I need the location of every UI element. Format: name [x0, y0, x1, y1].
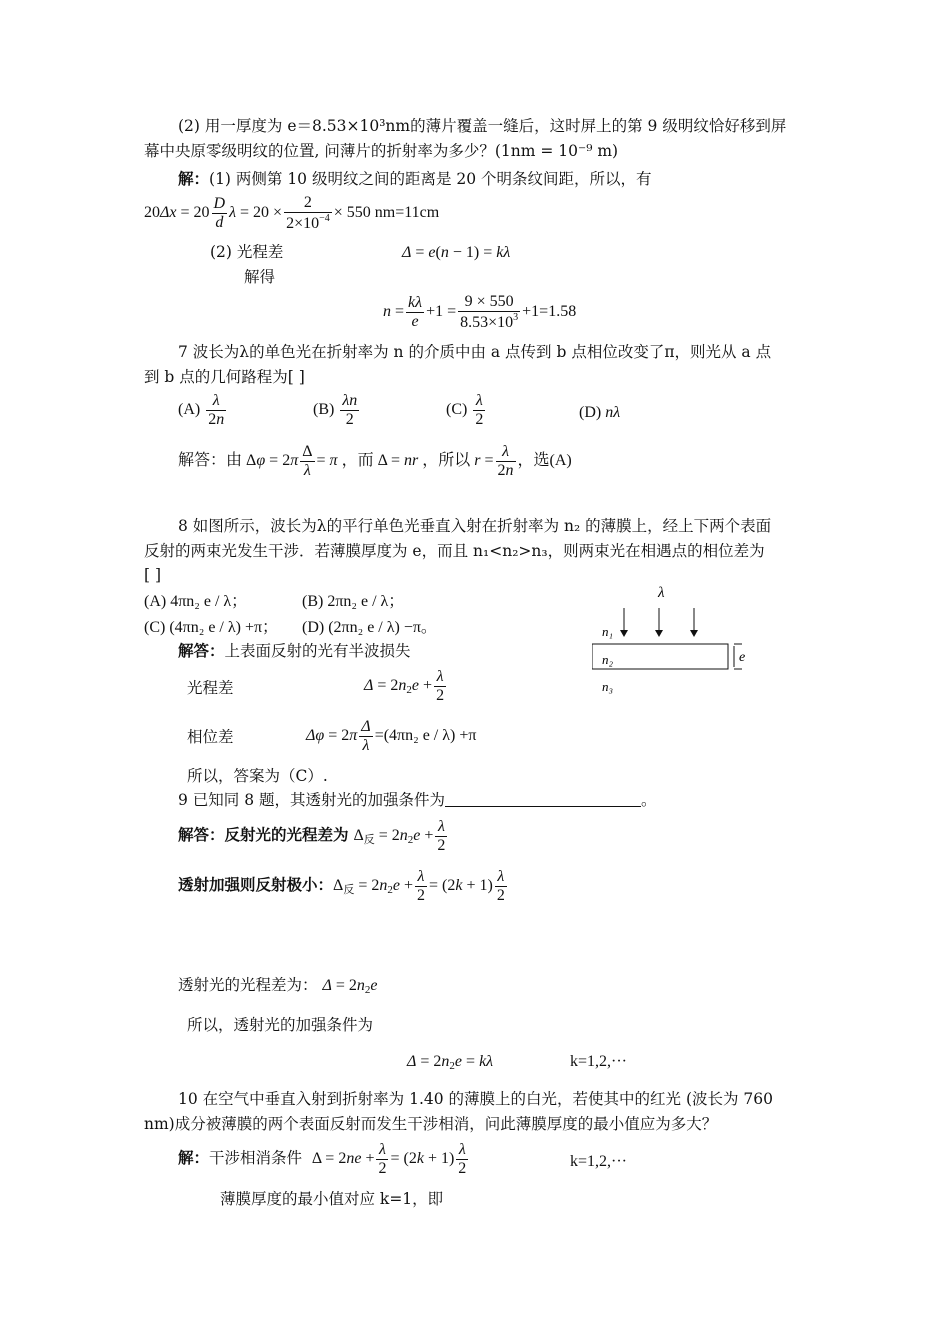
q7-answer: 解答：由 Δφ = 2π $\frac{\Delta}{\lambda}$ = π ，而 Δ = nr ，所以 r = $\frac{\lambda}{2n}$ ，选(A) [178, 443, 572, 479]
q8-solution-line: 解答：上表面反射的光有半波损失 [178, 641, 411, 660]
q9-k-range: k=1,2,··· [570, 1053, 628, 1070]
q6-line2: 幕中央原零级明纹的位置, 问薄片的折射率为多少？(1nm = 10⁻⁹ m) [144, 142, 619, 160]
q9-so: 所以，透射光的加强条件为 [187, 1016, 374, 1034]
q8-conclusion: 所以，答案为（C）. [187, 767, 328, 785]
n1-label: n₁ [602, 624, 614, 639]
q9-solution-1: 解答：反射光的光程差为 $\Delta_反 = 2n_2e$ + $\frac{\lambda}{2}$ [178, 818, 446, 854]
q6-part2-line [178, 117, 786, 136]
q7-stem-1: 7 波长为λ的单色光在折射率为 n 的介质中由 a 点传到 b 点相位改变了π，则光从 a 点 [178, 343, 772, 361]
q8-path-label: 光程差 [187, 679, 234, 697]
q6-eq3-result: +1=1.58 [522, 302, 577, 320]
q8-stem-2: 反射的两束光发生干涉．若薄膜厚度为 e，而且 n₁<n₂>n₃，则两束光在相遇点的相位差为 [144, 542, 765, 560]
q6-e-value: e＝8.53×10³nm [287, 117, 411, 135]
q8-stem-1: 8 如图所示，波长为λ的平行单色光垂直入射在折射率为 n₂ 的薄膜上，经上下两个表面 [178, 517, 772, 535]
arrow-heads [620, 630, 698, 637]
q6-equation-1: 20Δx = 20 $\frac{D}{d}$ λ = 20 × $\frac{2}{2\times 10^{-4}}$ × 550 nm=11cm [144, 194, 440, 232]
q9-condition: $\Delta = 2n_2e = k\lambda$ [407, 1053, 494, 1072]
q8-option-d: (D) (2πn₂ e / λ) −π。 [302, 619, 437, 636]
q10-solution-label: 解： [178, 1147, 210, 1167]
q8-option-a: (A) 4πn₂ e / λ； [144, 593, 248, 610]
q8-path-equation: $\Delta = 2n_2e$ + $\frac{\lambda}{2}$ [364, 668, 445, 704]
q10-stem-2: nm)成分被薄膜的两个表面反射而发生干涉相消，问此薄膜厚度的最小值应为多大？ [144, 1115, 718, 1133]
q6-solution-line [178, 170, 652, 189]
q6-solve-label: 解得 [244, 268, 276, 286]
q6-part2b-text: 的薄片覆盖一缝后，这时屏上的第 9 级明纹恰好移到屏 [410, 117, 787, 135]
q7-option-c: (C) $\frac{\lambda}{2}$ [446, 392, 484, 428]
q10-solution: 解：干涉相消条件 Δ = 2ne + $\frac{\lambda}{2}$ = (2k + 1) $\frac{\lambda}{2}$ [178, 1141, 467, 1177]
q6-part2-text: (2) 用一厚度为 [178, 117, 283, 135]
q6-equation-2: Δ = e(n − 1) = kλ [402, 244, 511, 261]
q9-trans: 透射光的光程差为： $\Delta = 2n_2e$ [178, 976, 378, 996]
q8-stem-3: [ ] [144, 566, 162, 584]
q7-option-b: (B) $\frac{\lambda n}{2}$ [313, 392, 358, 428]
q6-part2-solution: (2) 光程差 [210, 243, 284, 261]
q8-solution-label: 解答： [178, 641, 225, 660]
q7-stem-2: 到 b 点的几何路程为[ ] [144, 368, 305, 386]
q6-eq1-result: 550 nm=11cm [346, 203, 440, 221]
q7-option-d: (D) nλ [579, 404, 621, 421]
q10-k-range: k=1,2,··· [570, 1153, 628, 1170]
q9-solution-2: 透射加强则反射极小：$\Delta_反 = 2n_2e$ + $\frac{\lambda}{2}$ = (2k + 1) $\frac{\lambda}{2}$ [178, 868, 505, 904]
q9-answer-blank [445, 792, 641, 807]
q8-option-c: (C) (4πn₂ e / λ) +π； [144, 619, 279, 636]
q9-stem: 9 已知同 8 题，其透射光的加强条件为 。 [178, 791, 657, 809]
e-label: e [739, 650, 746, 665]
lambda-label: λ [658, 585, 665, 601]
n2-label: n₂ [602, 652, 614, 667]
q6-equation-3: n = $\frac{k\lambda}{e}$ +1 = $\frac{9 \times 550}{8.53\times 10^3}$ +1=1.58 [383, 293, 577, 331]
n3-label: n₃ [602, 679, 614, 694]
q10-min: 薄膜厚度的最小值对应 k=1，即 [220, 1190, 444, 1208]
q6-solution-text: (1) 两侧第 10 级明纹之间的距离是 20 个明条纹间距，所以，有 [209, 170, 652, 188]
q10-stem-1: 10 在空气中垂直入射到折射率为 1.40 的薄膜上的白光，若使其中的红光 (波长为 760 [178, 1090, 774, 1108]
q8-option-b: (B) 2πn₂ e / λ； [302, 593, 405, 610]
q6-solution-label: 解： [178, 169, 210, 188]
q8-phase-equation: Δφ = 2π $\frac{\Delta}{\lambda}$ =(4πn₂ e / λ) +π [306, 718, 477, 754]
q8-phase-label: 相位差 [187, 728, 234, 746]
q7-option-a: (A) $\frac{\lambda}{2n}$ [178, 392, 225, 428]
thin-film-diagram [592, 580, 762, 700]
